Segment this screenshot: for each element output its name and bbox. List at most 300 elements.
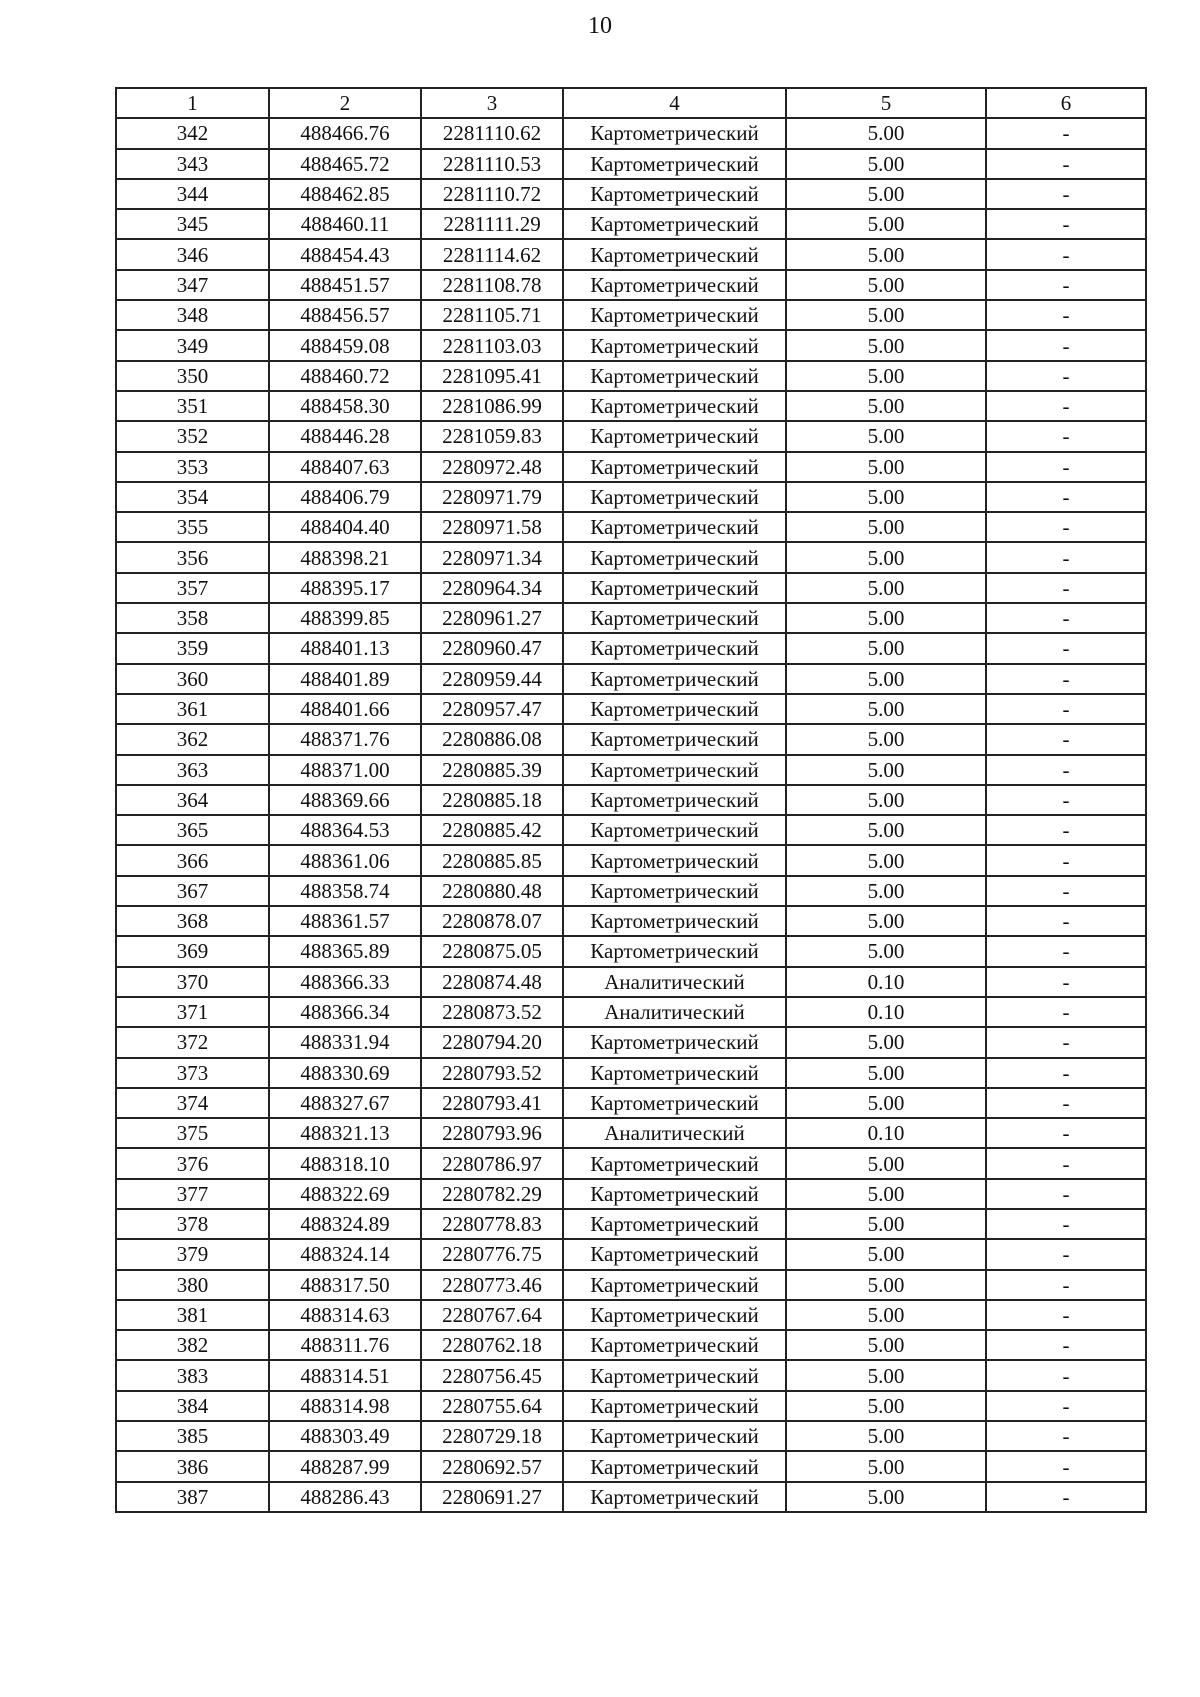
table-row: [116, 967, 1146, 997]
x-coordinate-cell: 488371.00: [269, 755, 421, 785]
x-coordinate-cell: 488366.34: [269, 997, 421, 1027]
method-cell: Картометрический: [563, 1451, 786, 1481]
method-cell: Картометрический: [563, 1360, 786, 1390]
column-header-3: 3: [421, 88, 563, 118]
point-number-cell: 377: [116, 1179, 269, 1209]
point-number-cell: 342: [116, 118, 269, 148]
method-cell: Картометрический: [563, 694, 786, 724]
accuracy-cell: 5.00: [786, 573, 986, 603]
method-cell: Картометрический: [563, 300, 786, 330]
point-number-cell: 381: [116, 1300, 269, 1330]
x-coordinate-cell: 488406.79: [269, 482, 421, 512]
accuracy-cell: 5.00: [786, 1300, 986, 1330]
x-coordinate-cell: 488322.69: [269, 1179, 421, 1209]
table-row: [116, 300, 1146, 330]
method-cell: Картометрический: [563, 876, 786, 906]
method-cell: Картометрический: [563, 1239, 786, 1269]
table-header-row: [116, 88, 1146, 118]
y-coordinate-cell: 2280959.44: [421, 664, 563, 694]
point-number-cell: 358: [116, 603, 269, 633]
x-coordinate-cell: 488330.69: [269, 1058, 421, 1088]
table-row: [116, 179, 1146, 209]
y-coordinate-cell: 2280782.29: [421, 1179, 563, 1209]
point-number-cell: 368: [116, 906, 269, 936]
description-cell: -: [986, 300, 1146, 330]
accuracy-cell: 5.00: [786, 1179, 986, 1209]
accuracy-cell: 5.00: [786, 876, 986, 906]
point-number-cell: 347: [116, 270, 269, 300]
description-cell: -: [986, 391, 1146, 421]
y-coordinate-cell: 2280778.83: [421, 1209, 563, 1239]
table-row: [116, 997, 1146, 1027]
table-row: [116, 785, 1146, 815]
description-cell: -: [986, 1360, 1146, 1390]
point-number-cell: 359: [116, 633, 269, 663]
point-number-cell: 385: [116, 1421, 269, 1451]
y-coordinate-cell: 2281095.41: [421, 361, 563, 391]
table-row: [116, 936, 1146, 966]
y-coordinate-cell: 2281086.99: [421, 391, 563, 421]
point-number-cell: 353: [116, 452, 269, 482]
x-coordinate-cell: 488366.33: [269, 967, 421, 997]
table-row: [116, 724, 1146, 754]
description-cell: -: [986, 1118, 1146, 1148]
y-coordinate-cell: 2280960.47: [421, 633, 563, 663]
description-cell: -: [986, 1451, 1146, 1481]
method-cell: Картометрический: [563, 1058, 786, 1088]
table-row: [116, 1360, 1146, 1390]
description-cell: -: [986, 270, 1146, 300]
point-number-cell: 387: [116, 1482, 269, 1512]
accuracy-cell: 5.00: [786, 603, 986, 633]
table-row: [116, 603, 1146, 633]
point-number-cell: 355: [116, 512, 269, 542]
table-row: [116, 1148, 1146, 1178]
y-coordinate-cell: 2280971.58: [421, 512, 563, 542]
table-row: [116, 542, 1146, 572]
method-cell: Картометрический: [563, 1421, 786, 1451]
point-number-cell: 366: [116, 845, 269, 875]
description-cell: -: [986, 1330, 1146, 1360]
y-coordinate-cell: 2280885.39: [421, 755, 563, 785]
y-coordinate-cell: 2280767.64: [421, 1300, 563, 1330]
point-number-cell: 375: [116, 1118, 269, 1148]
y-coordinate-cell: 2280885.42: [421, 815, 563, 845]
method-cell: Картометрический: [563, 906, 786, 936]
table-row: [116, 815, 1146, 845]
x-coordinate-cell: 488314.98: [269, 1391, 421, 1421]
y-coordinate-cell: 2281059.83: [421, 421, 563, 451]
description-cell: -: [986, 421, 1146, 451]
method-cell: Картометрический: [563, 664, 786, 694]
y-coordinate-cell: 2280957.47: [421, 694, 563, 724]
x-coordinate-cell: 488460.72: [269, 361, 421, 391]
method-cell: Картометрический: [563, 421, 786, 451]
y-coordinate-cell: 2280793.52: [421, 1058, 563, 1088]
accuracy-cell: 5.00: [786, 1421, 986, 1451]
description-cell: -: [986, 997, 1146, 1027]
description-cell: -: [986, 542, 1146, 572]
accuracy-cell: 5.00: [786, 1391, 986, 1421]
x-coordinate-cell: 488398.21: [269, 542, 421, 572]
method-cell: Картометрический: [563, 452, 786, 482]
table-body: [116, 118, 1146, 1512]
method-cell: Картометрический: [563, 482, 786, 512]
method-cell: Картометрический: [563, 1179, 786, 1209]
table-row: [116, 1270, 1146, 1300]
accuracy-cell: 0.10: [786, 1118, 986, 1148]
table-row: [116, 421, 1146, 451]
x-coordinate-cell: 488404.40: [269, 512, 421, 542]
point-number-cell: 352: [116, 421, 269, 451]
x-coordinate-cell: 488361.57: [269, 906, 421, 936]
method-cell: Картометрический: [563, 1391, 786, 1421]
description-cell: -: [986, 815, 1146, 845]
description-cell: -: [986, 179, 1146, 209]
y-coordinate-cell: 2280885.18: [421, 785, 563, 815]
x-coordinate-cell: 488318.10: [269, 1148, 421, 1178]
x-coordinate-cell: 488462.85: [269, 179, 421, 209]
y-coordinate-cell: 2280793.96: [421, 1118, 563, 1148]
point-number-cell: 356: [116, 542, 269, 572]
y-coordinate-cell: 2281114.62: [421, 239, 563, 269]
method-cell: Картометрический: [563, 1482, 786, 1512]
x-coordinate-cell: 488395.17: [269, 573, 421, 603]
table-row: [116, 1451, 1146, 1481]
method-cell: Картометрический: [563, 1300, 786, 1330]
description-cell: -: [986, 1391, 1146, 1421]
method-cell: Картометрический: [563, 785, 786, 815]
description-cell: -: [986, 118, 1146, 148]
column-header-6: 6: [986, 88, 1146, 118]
method-cell: Картометрический: [563, 724, 786, 754]
description-cell: -: [986, 1300, 1146, 1330]
method-cell: Картометрический: [563, 845, 786, 875]
x-coordinate-cell: 488401.13: [269, 633, 421, 663]
method-cell: Картометрический: [563, 542, 786, 572]
x-coordinate-cell: 488317.50: [269, 1270, 421, 1300]
point-number-cell: 360: [116, 664, 269, 694]
method-cell: Картометрический: [563, 1088, 786, 1118]
x-coordinate-cell: 488399.85: [269, 603, 421, 633]
description-cell: -: [986, 1270, 1146, 1300]
table-row: [116, 1118, 1146, 1148]
coordinates-table: [115, 87, 1147, 1513]
description-cell: -: [986, 573, 1146, 603]
table-row: [116, 361, 1146, 391]
accuracy-cell: 5.00: [786, 906, 986, 936]
method-cell: Картометрический: [563, 1270, 786, 1300]
point-number-cell: 386: [116, 1451, 269, 1481]
page-number: 10: [588, 13, 612, 39]
point-number-cell: 357: [116, 573, 269, 603]
point-number-cell: 369: [116, 936, 269, 966]
description-cell: -: [986, 361, 1146, 391]
table-row: [116, 330, 1146, 360]
accuracy-cell: 5.00: [786, 300, 986, 330]
description-cell: -: [986, 876, 1146, 906]
x-coordinate-cell: 488314.51: [269, 1360, 421, 1390]
method-cell: Картометрический: [563, 118, 786, 148]
column-header-2: 2: [269, 88, 421, 118]
x-coordinate-cell: 488327.67: [269, 1088, 421, 1118]
accuracy-cell: 5.00: [786, 1330, 986, 1360]
accuracy-cell: 5.00: [786, 452, 986, 482]
y-coordinate-cell: 2280756.45: [421, 1360, 563, 1390]
point-number-cell: 372: [116, 1027, 269, 1057]
table-row: [116, 876, 1146, 906]
y-coordinate-cell: 2280885.85: [421, 845, 563, 875]
method-cell: Картометрический: [563, 1148, 786, 1178]
accuracy-cell: 5.00: [786, 1209, 986, 1239]
point-number-cell: 374: [116, 1088, 269, 1118]
x-coordinate-cell: 488358.74: [269, 876, 421, 906]
table-row: [116, 1482, 1146, 1512]
description-cell: -: [986, 633, 1146, 663]
y-coordinate-cell: 2280773.46: [421, 1270, 563, 1300]
y-coordinate-cell: 2280691.27: [421, 1482, 563, 1512]
x-coordinate-cell: 488303.49: [269, 1421, 421, 1451]
method-cell: Аналитический: [563, 1118, 786, 1148]
accuracy-cell: 5.00: [786, 1148, 986, 1178]
point-number-cell: 371: [116, 997, 269, 1027]
accuracy-cell: 5.00: [786, 755, 986, 785]
description-cell: -: [986, 664, 1146, 694]
description-cell: -: [986, 936, 1146, 966]
method-cell: Картометрический: [563, 633, 786, 663]
y-coordinate-cell: 2280971.79: [421, 482, 563, 512]
table-row: [116, 1088, 1146, 1118]
accuracy-cell: 5.00: [786, 694, 986, 724]
point-number-cell: 354: [116, 482, 269, 512]
x-coordinate-cell: 488401.89: [269, 664, 421, 694]
accuracy-cell: 5.00: [786, 724, 986, 754]
x-coordinate-cell: 488460.11: [269, 209, 421, 239]
method-cell: Картометрический: [563, 512, 786, 542]
method-cell: Картометрический: [563, 149, 786, 179]
accuracy-cell: 5.00: [786, 421, 986, 451]
method-cell: Картометрический: [563, 936, 786, 966]
accuracy-cell: 0.10: [786, 997, 986, 1027]
y-coordinate-cell: 2280692.57: [421, 1451, 563, 1481]
x-coordinate-cell: 488371.76: [269, 724, 421, 754]
method-cell: Картометрический: [563, 1209, 786, 1239]
method-cell: Картометрический: [563, 755, 786, 785]
point-number-cell: 365: [116, 815, 269, 845]
column-header-4: 4: [563, 88, 786, 118]
method-cell: Картометрический: [563, 815, 786, 845]
accuracy-cell: 5.00: [786, 936, 986, 966]
y-coordinate-cell: 2280793.41: [421, 1088, 563, 1118]
table-row: [116, 845, 1146, 875]
y-coordinate-cell: 2280755.64: [421, 1391, 563, 1421]
table-row: [116, 1179, 1146, 1209]
y-coordinate-cell: 2281110.72: [421, 179, 563, 209]
x-coordinate-cell: 488311.76: [269, 1330, 421, 1360]
x-coordinate-cell: 488321.13: [269, 1118, 421, 1148]
y-coordinate-cell: 2281105.71: [421, 300, 563, 330]
y-coordinate-cell: 2280961.27: [421, 603, 563, 633]
x-coordinate-cell: 488465.72: [269, 149, 421, 179]
y-coordinate-cell: 2280875.05: [421, 936, 563, 966]
x-coordinate-cell: 488456.57: [269, 300, 421, 330]
accuracy-cell: 5.00: [786, 361, 986, 391]
point-number-cell: 380: [116, 1270, 269, 1300]
description-cell: -: [986, 1027, 1146, 1057]
description-cell: -: [986, 1482, 1146, 1512]
x-coordinate-cell: 488361.06: [269, 845, 421, 875]
description-cell: -: [986, 1148, 1146, 1178]
y-coordinate-cell: 2281110.62: [421, 118, 563, 148]
x-coordinate-cell: 488364.53: [269, 815, 421, 845]
table-row: [116, 270, 1146, 300]
table-row: [116, 573, 1146, 603]
point-number-cell: 382: [116, 1330, 269, 1360]
point-number-cell: 349: [116, 330, 269, 360]
point-number-cell: 348: [116, 300, 269, 330]
accuracy-cell: 0.10: [786, 967, 986, 997]
description-cell: -: [986, 967, 1146, 997]
accuracy-cell: 5.00: [786, 209, 986, 239]
method-cell: Картометрический: [563, 1330, 786, 1360]
description-cell: -: [986, 209, 1146, 239]
table-row: [116, 482, 1146, 512]
column-header-5: 5: [786, 88, 986, 118]
x-coordinate-cell: 488446.28: [269, 421, 421, 451]
description-cell: -: [986, 452, 1146, 482]
table-row: [116, 1239, 1146, 1269]
table-row: [116, 906, 1146, 936]
table-row: [116, 1209, 1146, 1239]
y-coordinate-cell: 2280886.08: [421, 724, 563, 754]
point-number-cell: 362: [116, 724, 269, 754]
accuracy-cell: 5.00: [786, 1482, 986, 1512]
accuracy-cell: 5.00: [786, 512, 986, 542]
x-coordinate-cell: 488454.43: [269, 239, 421, 269]
method-cell: Аналитический: [563, 967, 786, 997]
accuracy-cell: 5.00: [786, 1027, 986, 1057]
point-number-cell: 370: [116, 967, 269, 997]
accuracy-cell: 5.00: [786, 330, 986, 360]
method-cell: Картометрический: [563, 330, 786, 360]
description-cell: -: [986, 785, 1146, 815]
method-cell: Картометрический: [563, 239, 786, 269]
description-cell: -: [986, 845, 1146, 875]
description-cell: -: [986, 1421, 1146, 1451]
y-coordinate-cell: 2280874.48: [421, 967, 563, 997]
table-row: [116, 1300, 1146, 1330]
accuracy-cell: 5.00: [786, 1270, 986, 1300]
description-cell: -: [986, 694, 1146, 724]
table-row: [116, 664, 1146, 694]
accuracy-cell: 5.00: [786, 1058, 986, 1088]
accuracy-cell: 5.00: [786, 785, 986, 815]
y-coordinate-cell: 2281110.53: [421, 149, 563, 179]
x-coordinate-cell: 488314.63: [269, 1300, 421, 1330]
table-row: [116, 694, 1146, 724]
accuracy-cell: 5.00: [786, 179, 986, 209]
accuracy-cell: 5.00: [786, 1360, 986, 1390]
description-cell: -: [986, 1088, 1146, 1118]
table-row: [116, 633, 1146, 663]
y-coordinate-cell: 2280762.18: [421, 1330, 563, 1360]
y-coordinate-cell: 2281108.78: [421, 270, 563, 300]
description-cell: -: [986, 603, 1146, 633]
y-coordinate-cell: 2280972.48: [421, 452, 563, 482]
y-coordinate-cell: 2280794.20: [421, 1027, 563, 1057]
table-row: [116, 452, 1146, 482]
method-cell: Картометрический: [563, 179, 786, 209]
table-row: [116, 209, 1146, 239]
point-number-cell: 364: [116, 785, 269, 815]
table-row: [116, 1421, 1146, 1451]
accuracy-cell: 5.00: [786, 239, 986, 269]
accuracy-cell: 5.00: [786, 664, 986, 694]
y-coordinate-cell: 2280971.34: [421, 542, 563, 572]
x-coordinate-cell: 488459.08: [269, 330, 421, 360]
description-cell: -: [986, 512, 1146, 542]
accuracy-cell: 5.00: [786, 633, 986, 663]
accuracy-cell: 5.00: [786, 1088, 986, 1118]
x-coordinate-cell: 488466.76: [269, 118, 421, 148]
y-coordinate-cell: 2280729.18: [421, 1421, 563, 1451]
x-coordinate-cell: 488365.89: [269, 936, 421, 966]
description-cell: -: [986, 906, 1146, 936]
accuracy-cell: 5.00: [786, 149, 986, 179]
y-coordinate-cell: 2281103.03: [421, 330, 563, 360]
table-row: [116, 512, 1146, 542]
accuracy-cell: 5.00: [786, 391, 986, 421]
method-cell: Картометрический: [563, 270, 786, 300]
table-row: [116, 149, 1146, 179]
point-number-cell: 378: [116, 1209, 269, 1239]
point-number-cell: 367: [116, 876, 269, 906]
accuracy-cell: 5.00: [786, 270, 986, 300]
description-cell: -: [986, 1239, 1146, 1269]
x-coordinate-cell: 488369.66: [269, 785, 421, 815]
y-coordinate-cell: 2280776.75: [421, 1239, 563, 1269]
table-row: [116, 1027, 1146, 1057]
point-number-cell: 350: [116, 361, 269, 391]
table-row: [116, 1330, 1146, 1360]
accuracy-cell: 5.00: [786, 1451, 986, 1481]
accuracy-cell: 5.00: [786, 815, 986, 845]
method-cell: Картометрический: [563, 1027, 786, 1057]
point-number-cell: 384: [116, 1391, 269, 1421]
method-cell: Картометрический: [563, 391, 786, 421]
point-number-cell: 344: [116, 179, 269, 209]
point-number-cell: 383: [116, 1360, 269, 1390]
x-coordinate-cell: 488324.14: [269, 1239, 421, 1269]
x-coordinate-cell: 488458.30: [269, 391, 421, 421]
point-number-cell: 346: [116, 239, 269, 269]
accuracy-cell: 5.00: [786, 482, 986, 512]
method-cell: Картометрический: [563, 209, 786, 239]
accuracy-cell: 5.00: [786, 542, 986, 572]
y-coordinate-cell: 2281111.29: [421, 209, 563, 239]
description-cell: -: [986, 1058, 1146, 1088]
method-cell: Картометрический: [563, 603, 786, 633]
point-number-cell: 361: [116, 694, 269, 724]
description-cell: -: [986, 724, 1146, 754]
method-cell: Картометрический: [563, 573, 786, 603]
point-number-cell: 351: [116, 391, 269, 421]
point-number-cell: 343: [116, 149, 269, 179]
table-row: [116, 391, 1146, 421]
description-cell: -: [986, 755, 1146, 785]
description-cell: -: [986, 149, 1146, 179]
x-coordinate-cell: 488331.94: [269, 1027, 421, 1057]
